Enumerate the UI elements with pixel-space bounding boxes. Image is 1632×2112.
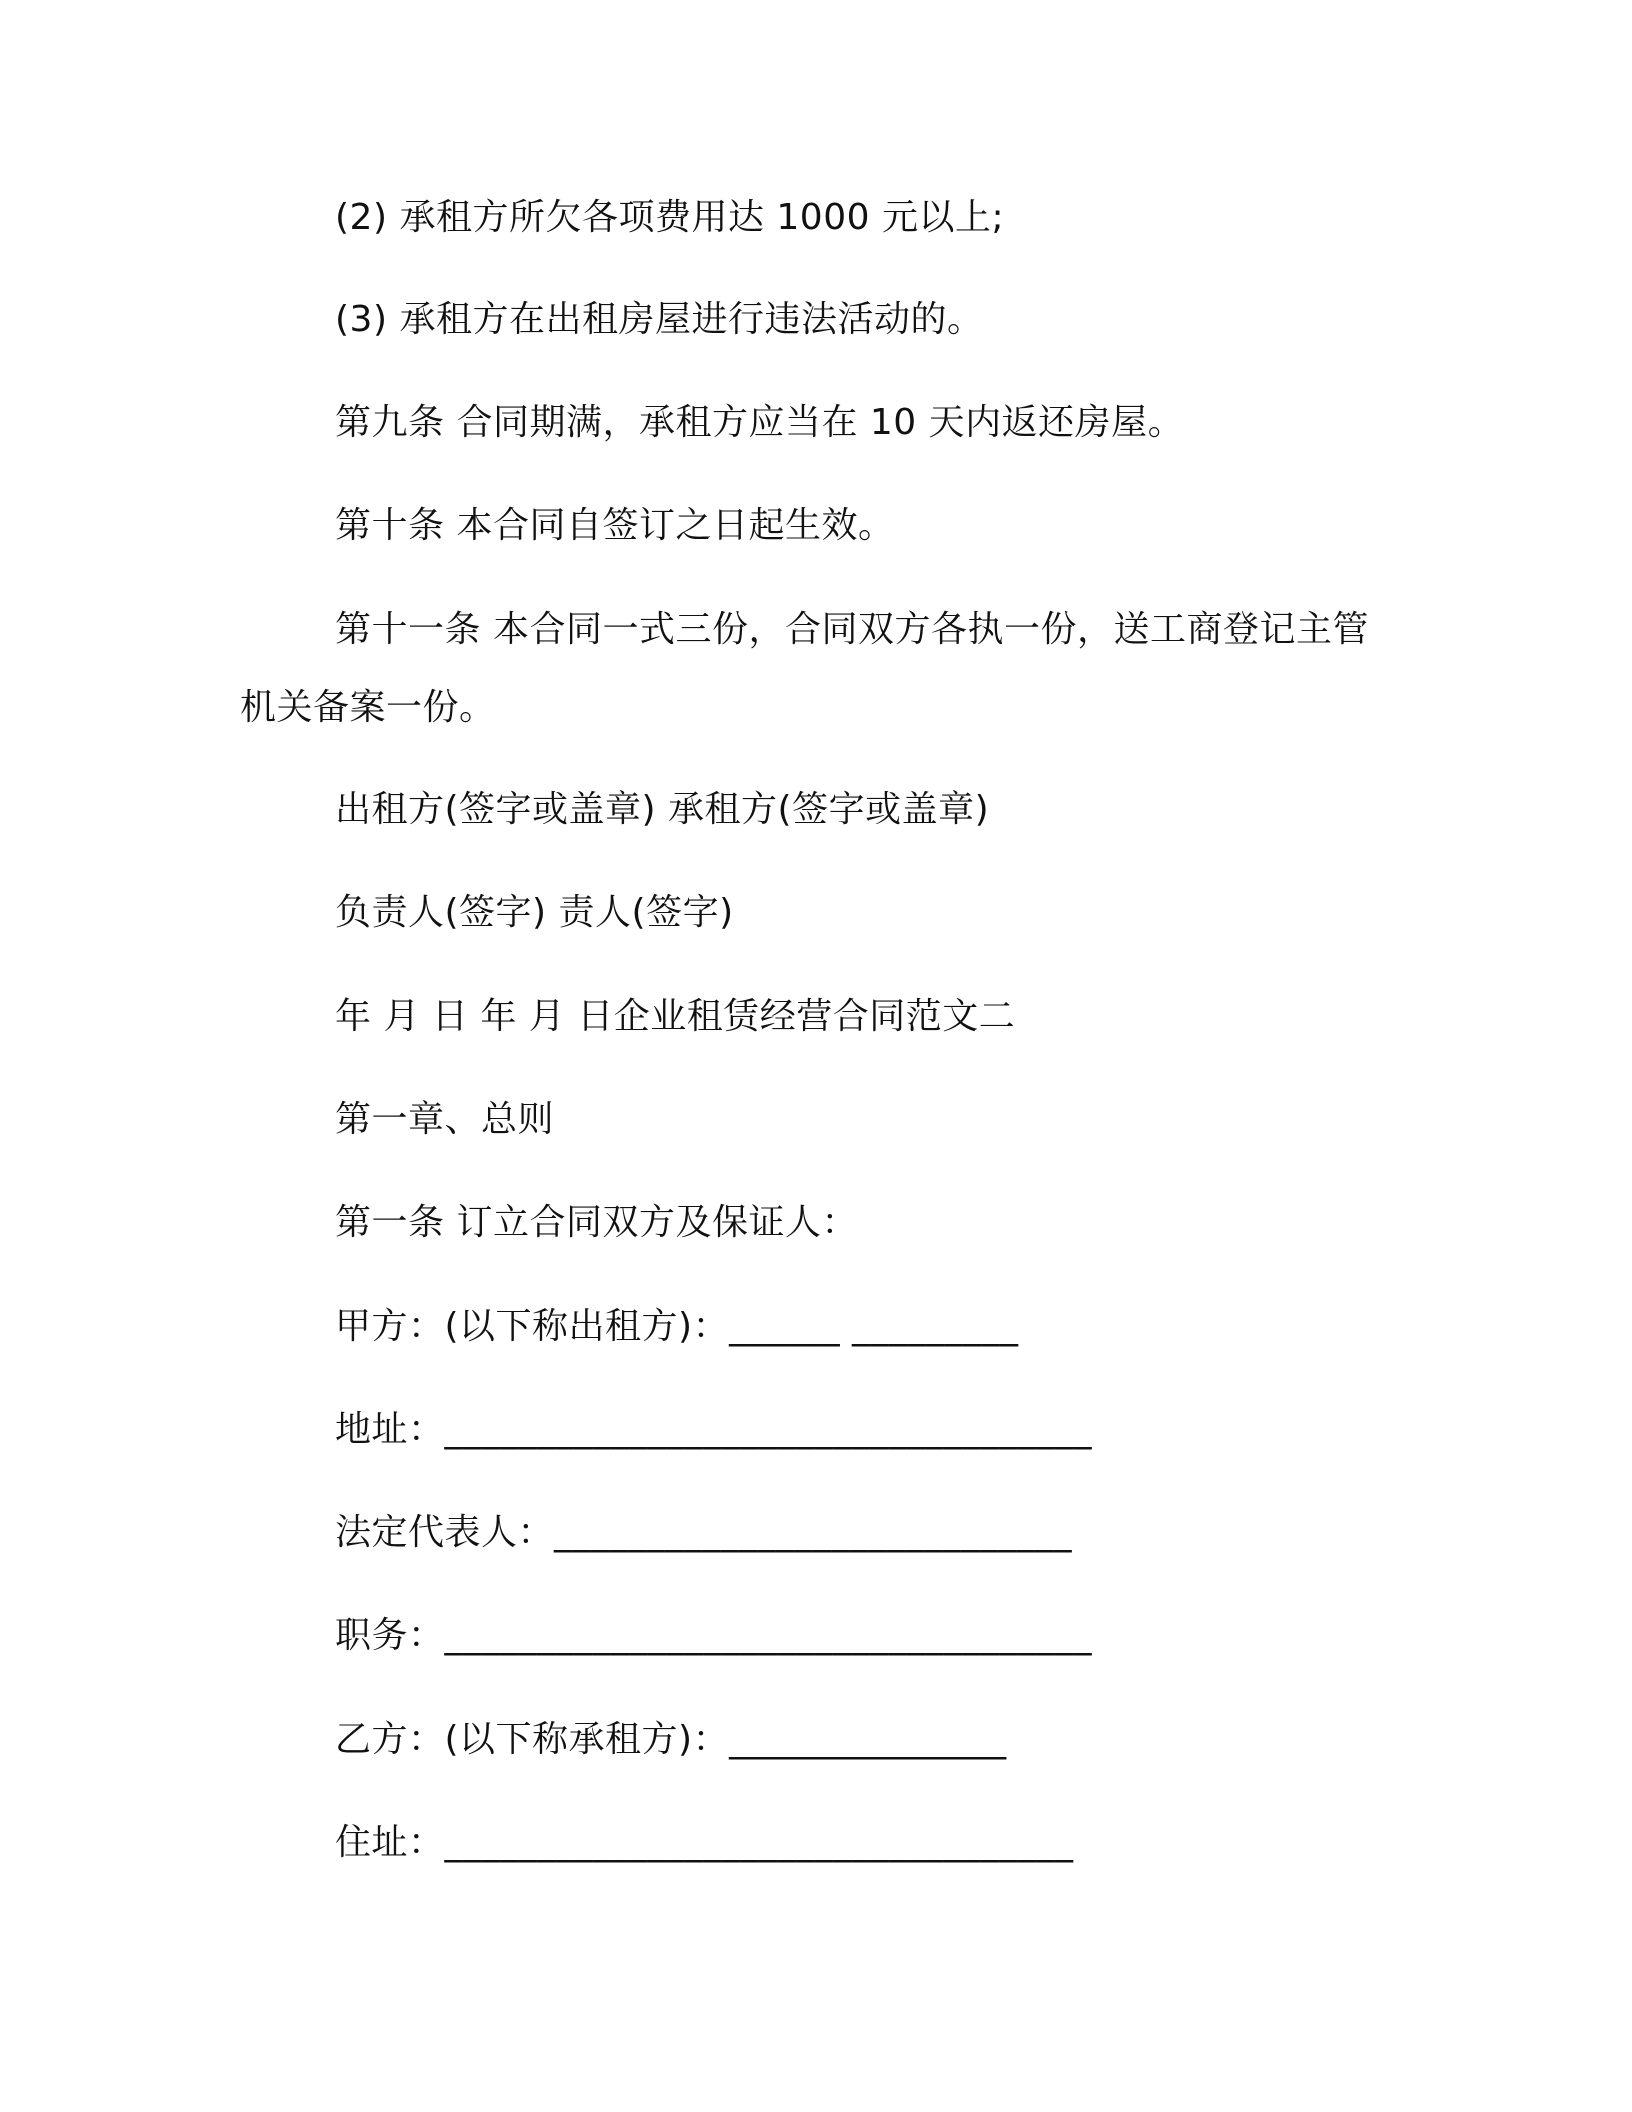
article-10: 第十条 本合同自签订之日起生效。 [335,505,895,546]
position-field: 职务：___________________________________ [335,1615,1093,1656]
chapter-heading: 第一章、总则 [335,1099,555,1140]
signature-parties: 出租方(签字或盖章) 承租方(签字或盖章) [335,789,990,830]
legal-representative-field: 法定代表人：____________________________ [335,1512,1073,1553]
date-line-and-title: 年 月 日 年 月 日企业租赁经营合同范文二 [335,996,1016,1037]
clause-item-2: (2) 承租方所欠各项费用达 1000 元以上; [335,197,1005,238]
party-b-field: 乙方：(以下称承租方)：_______________ [335,1719,1007,1760]
clause-item-3: (3) 承租方在出租房屋进行违法活动的。 [335,299,984,340]
signature-responsible: 负责人(签字) 责人(签字) [335,892,734,933]
article-11-line-1: 第十一条 本合同一式三份，合同双方各执一份，送工商登记主管 [335,609,1369,650]
article-9: 第九条 合同期满，承租方应当在 10 天内返还房屋。 [335,402,1185,443]
residence-field: 住址：__________________________________ [335,1822,1074,1863]
party-a-field: 甲方：(以下称出租方)：______ _________ [335,1306,1019,1347]
article-11-line-2: 机关备案一份。 [240,687,496,728]
address-field: 地址：___________________________________ [335,1409,1093,1450]
article-1: 第一条 订立合同双方及保证人： [335,1202,858,1243]
